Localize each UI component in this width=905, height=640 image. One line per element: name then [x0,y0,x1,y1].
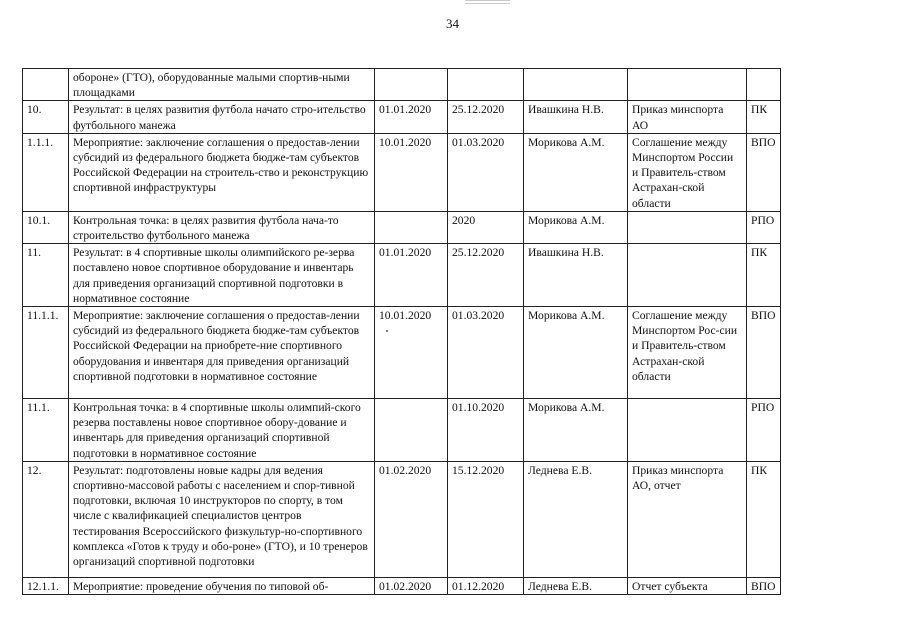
scan-speck [386,330,388,332]
table-row [23,577,781,594]
activity-text: Результат: в целях развития футбола начато стро-ительство футбольного манежа [69,101,375,133]
responsible-person: Леднева Е.В. [524,461,628,577]
end-date: 25.12.2020 [448,244,524,307]
start-date: 01.02.2020 [375,577,448,594]
activity-text: Мероприятие: проведение обучения по типовой об- [69,577,375,594]
row-number: 1.1.1. [23,133,69,211]
responsible-person: Морикова А.М. [524,211,628,243]
activity-text: Результат: в 4 спортивные школы олимпийского ре-зерва поставлено новое спортивное оборудование и инвентарь для приведения организаций спортивной подготовки в нормативное состояние [69,244,375,307]
activity-text: Контрольная точка: в 4 спортивные школы олимпий-ского резерва поставлены новое спортивное обору-дование и инвентарь для приведения организаций спортивной подготовки в нормативное состояние [69,399,375,462]
end-date: 01.12.2020 [448,577,524,594]
end-date: 25.12.2020 [448,101,524,133]
document-type [628,211,747,243]
start-date [375,69,448,101]
responsible-person [524,69,628,101]
activity-text: Контрольная точка: в целях развития футбола нача-то строительство футбольного манежа [69,211,375,243]
table-row [23,133,781,211]
activity-text: Мероприятие: заключение соглашения о предостав-лении субсидий из федерального бюджета бюдже-там субъектов Российской Федерации на строитель-ство и реконструкцию спортивной инфраструктуры [69,133,375,211]
document-type: Соглашение между Минспортом Рос-сии и Правитель-ством Астрахан-ской области [628,307,747,399]
level-code: ПК [747,101,781,133]
start-date: 10.01.2020 [375,133,448,211]
row-number: 11. [23,244,69,307]
end-date: 15.12.2020 [448,461,524,577]
table-row [23,211,781,243]
document-type [628,69,747,101]
end-date: 01.10.2020 [448,399,524,462]
responsible-person: Морикова А.М. [524,399,628,462]
document-type [628,399,747,462]
activity-text: Мероприятие: заключение соглашения о предостав-лении субсидий из федерального бюджета бюдже-там субъектов Российской Федерации на приобрете-ние спортивного оборудования и инвентаря для приведения организаций спортивной подготовки в нормативное состояние [69,307,375,399]
responsible-person: Ивашкина Н.В. [524,101,628,133]
responsible-person: Ивашкина Н.В. [524,244,628,307]
row-number: 12.1.1. [23,577,69,594]
level-code: ПК [747,461,781,577]
level-code: ВПО [747,307,781,399]
end-date: 01.03.2020 [448,307,524,399]
responsible-person: Морикова А.М. [524,133,628,211]
start-date [375,399,448,462]
document-type: Приказ минспорта АО, отчет [628,461,747,577]
document-type: Отчет субъекта [628,577,747,594]
plan-table [22,68,781,595]
table-row [23,307,781,399]
table-row [23,69,781,101]
level-code [747,69,781,101]
level-code: ВПО [747,133,781,211]
table-row [23,244,781,307]
row-number: 12. [23,461,69,577]
end-date [448,69,524,101]
row-number: 10.1. [23,211,69,243]
level-code: РПО [747,211,781,243]
activity-text: обороне» (ГТО), оборудованные малыми спортив-ными площадками [69,69,375,101]
level-code: РПО [747,399,781,462]
start-date: 01.02.2020 [375,461,448,577]
activity-text: Результат: подготовлены новые кадры для ведения спортивно-массовой работы с населением и спор-тивной подготовки, включая 10 инструкторов по спорту, в том числе с квалификацией специалистов центров тестирования Всероссийского физкультур-но-спортивного комплекса «Готов к труду и обо-роне» (ГТО), и 10 тренеров организаций спортивной подготовки [69,461,375,577]
start-date: 01.01.2020 [375,244,448,307]
row-number: 11.1.1. [23,307,69,399]
scan-artifact [465,0,510,4]
table-row [23,461,781,577]
start-date [375,211,448,243]
level-code: ВПО [747,577,781,594]
row-number [23,69,69,101]
start-date: 10.01.2020 [375,307,448,399]
start-date: 01.01.2020 [375,101,448,133]
row-number: 10. [23,101,69,133]
responsible-person: Морикова А.М. [524,307,628,399]
table-row [23,399,781,462]
document-type: Соглашение между Минспортом России и Правитель-ством Астрахан-ской области [628,133,747,211]
end-date: 01.03.2020 [448,133,524,211]
document-type [628,244,747,307]
row-number: 11.1. [23,399,69,462]
end-date: 2020 [448,211,524,243]
page-number: 34 [446,16,459,31]
table-row [23,101,781,133]
level-code: ПК [747,244,781,307]
responsible-person: Леднева Е.В. [524,577,628,594]
document-type: Приказ минспорта АО [628,101,747,133]
